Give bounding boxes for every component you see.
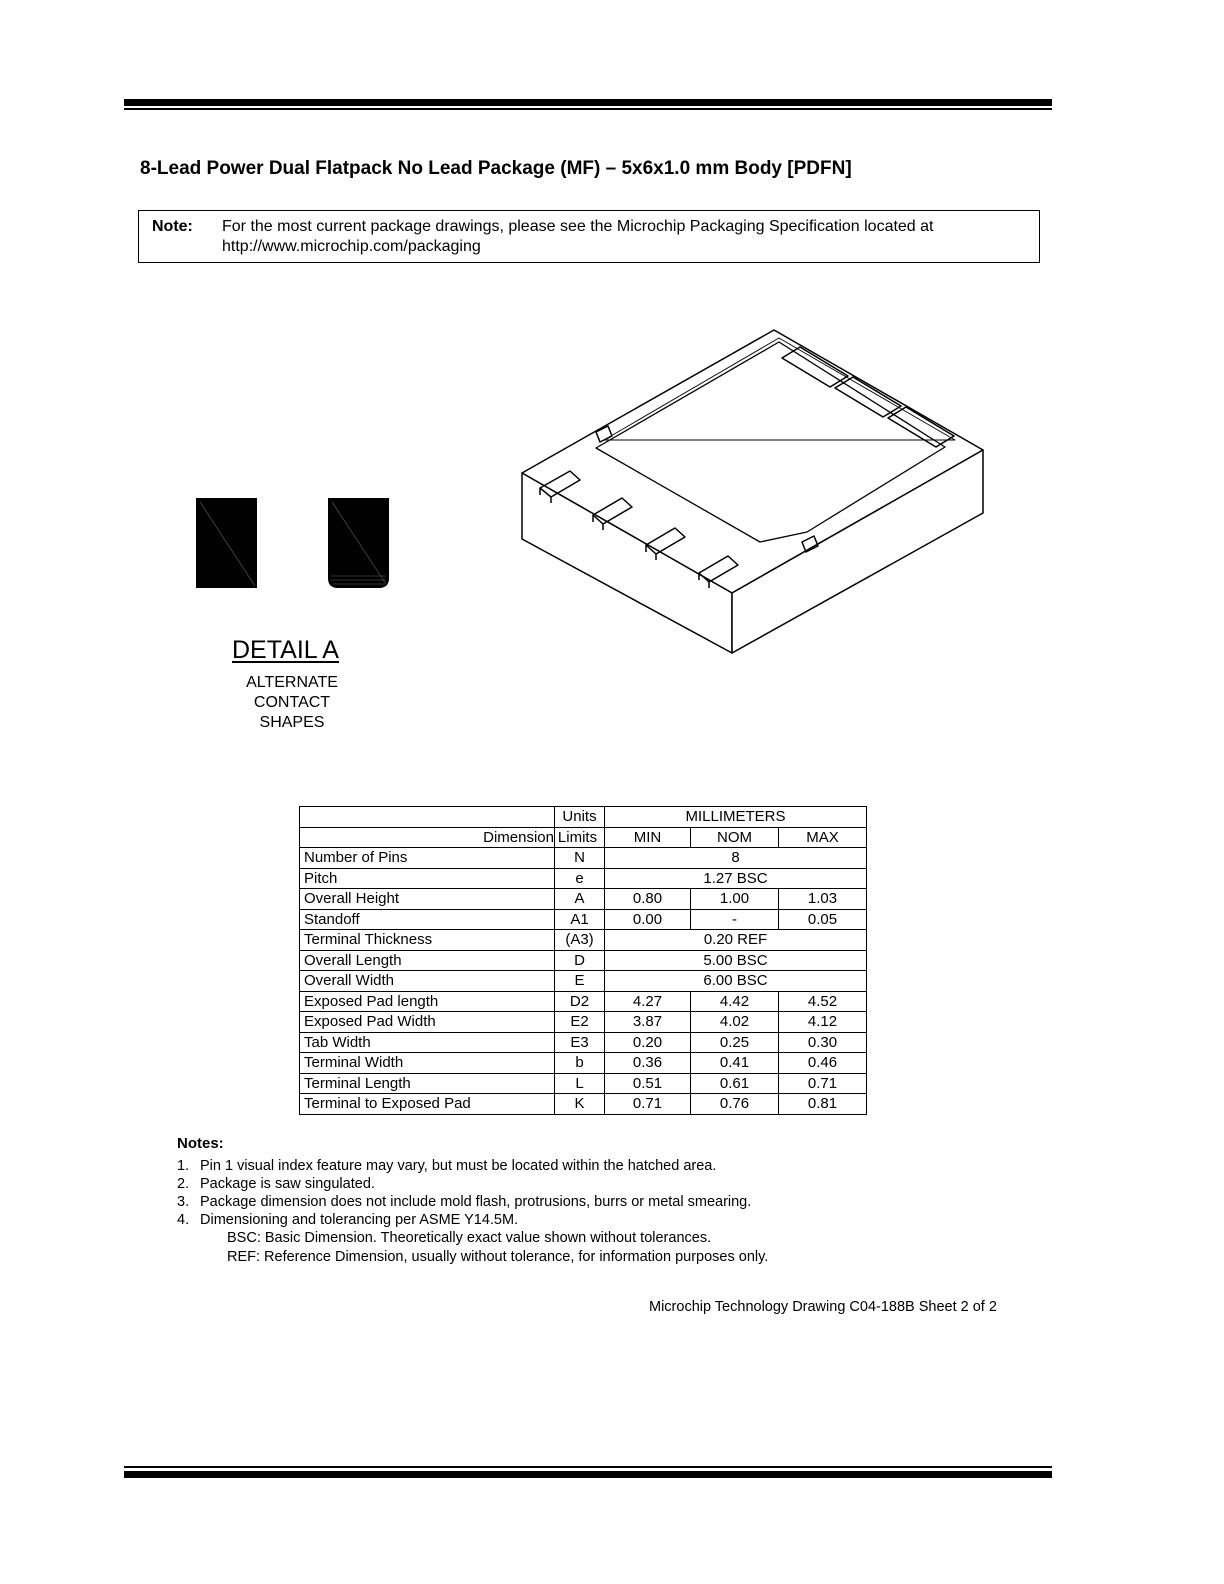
note-sub-ref: REF: Reference Dimension, usually without tolerance, for information purposes only.: [227, 1249, 769, 1265]
dimension-name-cell: Overall Length: [300, 950, 555, 971]
table-row: [300, 1012, 867, 1033]
symbol-cell: (A3): [555, 930, 605, 951]
detail-caption-line-2: CONTACT: [253, 694, 331, 711]
detail-a-title: DETAIL A: [232, 636, 339, 664]
nom-cell: 4.02: [691, 1012, 779, 1033]
symbol-cell: e: [555, 868, 605, 889]
symbol-cell: E3: [555, 1032, 605, 1053]
nom-cell: 0.41: [691, 1053, 779, 1074]
note-item: 1. Pin 1 visual index feature may vary, but must be located within the hatched area.: [177, 1158, 717, 1174]
table-row: [300, 971, 867, 992]
nom-label: NOM: [691, 827, 779, 848]
nom-cell: 0.25: [691, 1032, 779, 1053]
table-row: [300, 1032, 867, 1053]
symbol-cell: b: [555, 1053, 605, 1074]
dimension-name-cell: Terminal to Exposed Pad: [300, 1094, 555, 1115]
symbol-cell: L: [555, 1073, 605, 1094]
table-row: [300, 1073, 867, 1094]
table-row: [300, 950, 867, 971]
dimension-name-cell: Tab Width: [300, 1032, 555, 1053]
symbol-cell: A: [555, 889, 605, 910]
note-line-2: http://www.microchip.com/packaging: [222, 238, 481, 255]
note-item: 2. Package is saw singulated.: [177, 1176, 375, 1192]
dimension-name-cell: Terminal Length: [300, 1073, 555, 1094]
package-body: [522, 330, 983, 653]
min-cell: 4.27: [605, 991, 691, 1012]
detail-caption-line-1: ALTERNATE: [246, 674, 338, 691]
max-cell: 0.05: [779, 909, 867, 930]
value-span-cell: 5.00 BSC: [605, 950, 867, 971]
table-limits-row: [300, 827, 867, 848]
max-cell: 0.81: [779, 1094, 867, 1115]
dimension-name-cell: Exposed Pad Width: [300, 1012, 555, 1033]
max-cell: 4.12: [779, 1012, 867, 1033]
contact-shape-square: [196, 498, 257, 588]
table-row: [300, 930, 867, 951]
max-cell: 4.52: [779, 991, 867, 1012]
page-title: 8-Lead Power Dual Flatpack No Lead Package (MF) – 5x6x1.0 mm Body [PDFN]: [140, 158, 852, 179]
dimension-name-cell: Number of Pins: [300, 848, 555, 869]
limits-label: Limits: [555, 827, 605, 848]
symbol-cell: N: [555, 848, 605, 869]
value-span-cell: 6.00 BSC: [605, 971, 867, 992]
nom-cell: 1.00: [691, 889, 779, 910]
drawing-reference: Microchip Technology Drawing C04-188B Sheet 2 of 2: [649, 1299, 997, 1315]
dimension-name-cell: Pitch: [300, 868, 555, 889]
table-row: [300, 889, 867, 910]
note-sub-bsc: BSC: Basic Dimension. Theoretically exact value shown without tolerances.: [227, 1230, 712, 1246]
notes-heading: Notes:: [177, 1135, 224, 1152]
symbol-cell: D: [555, 950, 605, 971]
min-cell: 0.71: [605, 1094, 691, 1115]
min-cell: 0.36: [605, 1053, 691, 1074]
max-cell: 1.03: [779, 889, 867, 910]
note-line-1: For the most current package drawings, please see the Microchip Packaging Specification located at: [222, 218, 934, 235]
nom-cell: 0.76: [691, 1094, 779, 1115]
max-cell: 0.46: [779, 1053, 867, 1074]
table-header-empty: [300, 807, 555, 828]
min-cell: 3.87: [605, 1012, 691, 1033]
max-cell: 0.71: [779, 1073, 867, 1094]
note-label: Note:: [152, 218, 193, 235]
dimension-name-cell: Terminal Width: [300, 1053, 555, 1074]
symbol-cell: A1: [555, 909, 605, 930]
dimension-name-cell: Exposed Pad length: [300, 991, 555, 1012]
nom-cell: 4.42: [691, 991, 779, 1012]
note-item: 4. Dimensioning and tolerancing per ASME Y14.5M.: [177, 1212, 519, 1228]
dimension-label: Dimension: [300, 827, 555, 848]
table-row: [300, 909, 867, 930]
value-span-cell: 0.20 REF: [605, 930, 867, 951]
value-span-cell: 8: [605, 848, 867, 869]
footer-rule-thick: [124, 1471, 1052, 1478]
value-span-cell: 1.27 BSC: [605, 868, 867, 889]
detail-caption-line-3: SHAPES: [259, 714, 325, 731]
table-row: [300, 1053, 867, 1074]
footer-rule-thin: [124, 1466, 1052, 1468]
table-row: [300, 848, 867, 869]
dimension-name-cell: Overall Width: [300, 971, 555, 992]
table-row: [300, 1094, 867, 1115]
min-label: MIN: [605, 827, 691, 848]
max-label: MAX: [779, 827, 867, 848]
table-row: [300, 991, 867, 1012]
symbol-cell: E: [555, 971, 605, 992]
nom-cell: 0.61: [691, 1073, 779, 1094]
contact-shape-rounded: [328, 498, 389, 588]
units-label: Units: [555, 807, 605, 828]
table-header-row: [300, 807, 867, 828]
min-cell: 0.51: [605, 1073, 691, 1094]
min-cell: 0.20: [605, 1032, 691, 1053]
min-cell: 0.80: [605, 889, 691, 910]
units-value: MILLIMETERS: [605, 807, 867, 828]
nom-cell: -: [691, 909, 779, 930]
symbol-cell: E2: [555, 1012, 605, 1033]
max-cell: 0.30: [779, 1032, 867, 1053]
min-cell: 0.00: [605, 909, 691, 930]
table-row: [300, 868, 867, 889]
note-item: 3. Package dimension does not include mold flash, protrusions, burrs or metal smearing.: [177, 1194, 752, 1210]
dimension-name-cell: Overall Height: [300, 889, 555, 910]
dimensions-table: [299, 806, 867, 1115]
symbol-cell: K: [555, 1094, 605, 1115]
symbol-cell: D2: [555, 991, 605, 1012]
dimension-name-cell: Terminal Thickness: [300, 930, 555, 951]
dimension-name-cell: Standoff: [300, 909, 555, 930]
